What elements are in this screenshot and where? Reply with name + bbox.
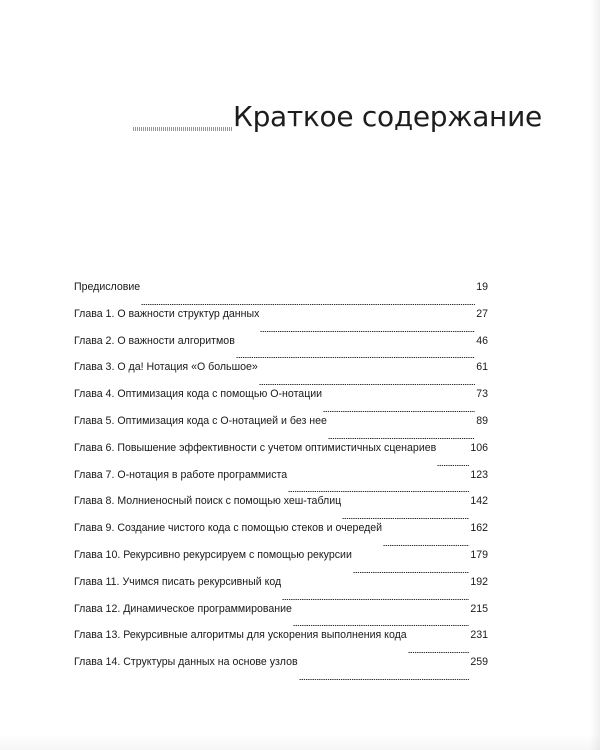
dot-leader [236, 357, 475, 358]
toc-entry-page: 231 [470, 629, 488, 642]
toc-entry-label: Глава 2. О важности алгоритмов [74, 334, 235, 347]
toc-entry-label: Глава 1. О важности структур данных [74, 307, 260, 320]
toc-entry-label: Глава 8. Молниеносный поиск с помощью хеш-таблиц [74, 495, 342, 508]
toc-entry-label: Глава 3. О да! Нотация «О большое» [74, 361, 258, 374]
toc-entry-page: 142 [470, 495, 488, 508]
page-edge-shadow [590, 0, 600, 750]
toc-entry-page: 46 [476, 334, 488, 347]
dot-leader [282, 599, 469, 600]
toc-entry-page: 259 [470, 656, 488, 669]
dot-leader [408, 652, 470, 653]
title-decorative-rule [133, 127, 233, 131]
toc-entry-label: Глава 13. Рекурсивные алгоритмы для ускорения выполнения кода [74, 629, 407, 642]
dot-leader [141, 304, 475, 305]
dot-leader [288, 491, 469, 492]
dot-leader [299, 679, 470, 680]
toc-entry[interactable] [74, 361, 488, 388]
toc-entry-page: 162 [470, 522, 488, 535]
toc-entry-page: 179 [470, 548, 488, 561]
toc-entry[interactable] [74, 522, 488, 549]
toc-entry-page: 89 [476, 414, 488, 427]
toc-entry[interactable] [74, 656, 488, 683]
dot-leader [342, 518, 469, 519]
toc-entry-page: 106 [470, 441, 488, 454]
toc-entry-page: 19 [476, 281, 488, 293]
toc-entry-page: 123 [470, 468, 488, 481]
dot-leader [437, 465, 469, 466]
dot-leader [383, 545, 469, 546]
toc-entry-label: Глава 14. Структуры данных на основе узлов [74, 656, 298, 669]
toc-entry[interactable] [74, 576, 488, 603]
toc-entry-label: Глава 5. Оптимизация кода с О-нотацией и без нее [74, 414, 327, 427]
toc-entry-page: 27 [476, 307, 488, 320]
toc-entry[interactable] [74, 415, 488, 442]
toc-entry[interactable] [74, 442, 488, 469]
toc-entry[interactable] [74, 603, 488, 630]
dot-leader [353, 572, 469, 573]
toc-entry-label: Глава 4. Оптимизация кода с помощью О-нотации [74, 388, 323, 401]
toc-entry-page: 61 [476, 361, 488, 374]
toc-entry-page: 73 [476, 388, 488, 401]
toc-entry-page: 192 [470, 575, 488, 588]
toc-entry-label: Глава 6. Повышение эффективности с учетом оптимистичных сценариев [74, 441, 437, 454]
dot-leader [260, 331, 475, 332]
toc-entry-label: Глава 7. О-нотация в работе программиста [74, 468, 288, 481]
toc-entry[interactable] [74, 281, 488, 308]
dot-leader [259, 384, 475, 385]
dot-leader [328, 438, 475, 439]
toc-entry-page: 215 [470, 602, 488, 615]
toc-entry-label: Глава 11. Учимся писать рекурсивный код [74, 575, 282, 588]
toc-entry-label: Предисловие [74, 281, 141, 293]
toc-entry[interactable] [74, 335, 488, 362]
toc-entry[interactable] [74, 388, 488, 415]
dot-leader [323, 411, 475, 412]
toc-entry[interactable] [74, 629, 488, 656]
toc-entry[interactable] [74, 495, 488, 522]
toc-entry-label: Глава 12. Динамическое программирование [74, 602, 292, 615]
page-title: Краткое содержание [233, 100, 542, 133]
toc-entry[interactable] [74, 469, 488, 496]
page-bottom-shadow [0, 734, 600, 750]
toc-entry-label: Глава 10. Рекурсивно рекурсируем с помощью рекурсии [74, 548, 352, 561]
toc-entry[interactable] [74, 308, 488, 335]
toc-entry[interactable] [74, 549, 488, 576]
dot-leader [293, 625, 469, 626]
toc-entry-label: Глава 9. Создание чистого кода с помощью стеков и очередей [74, 522, 383, 535]
table-of-contents [74, 281, 488, 683]
